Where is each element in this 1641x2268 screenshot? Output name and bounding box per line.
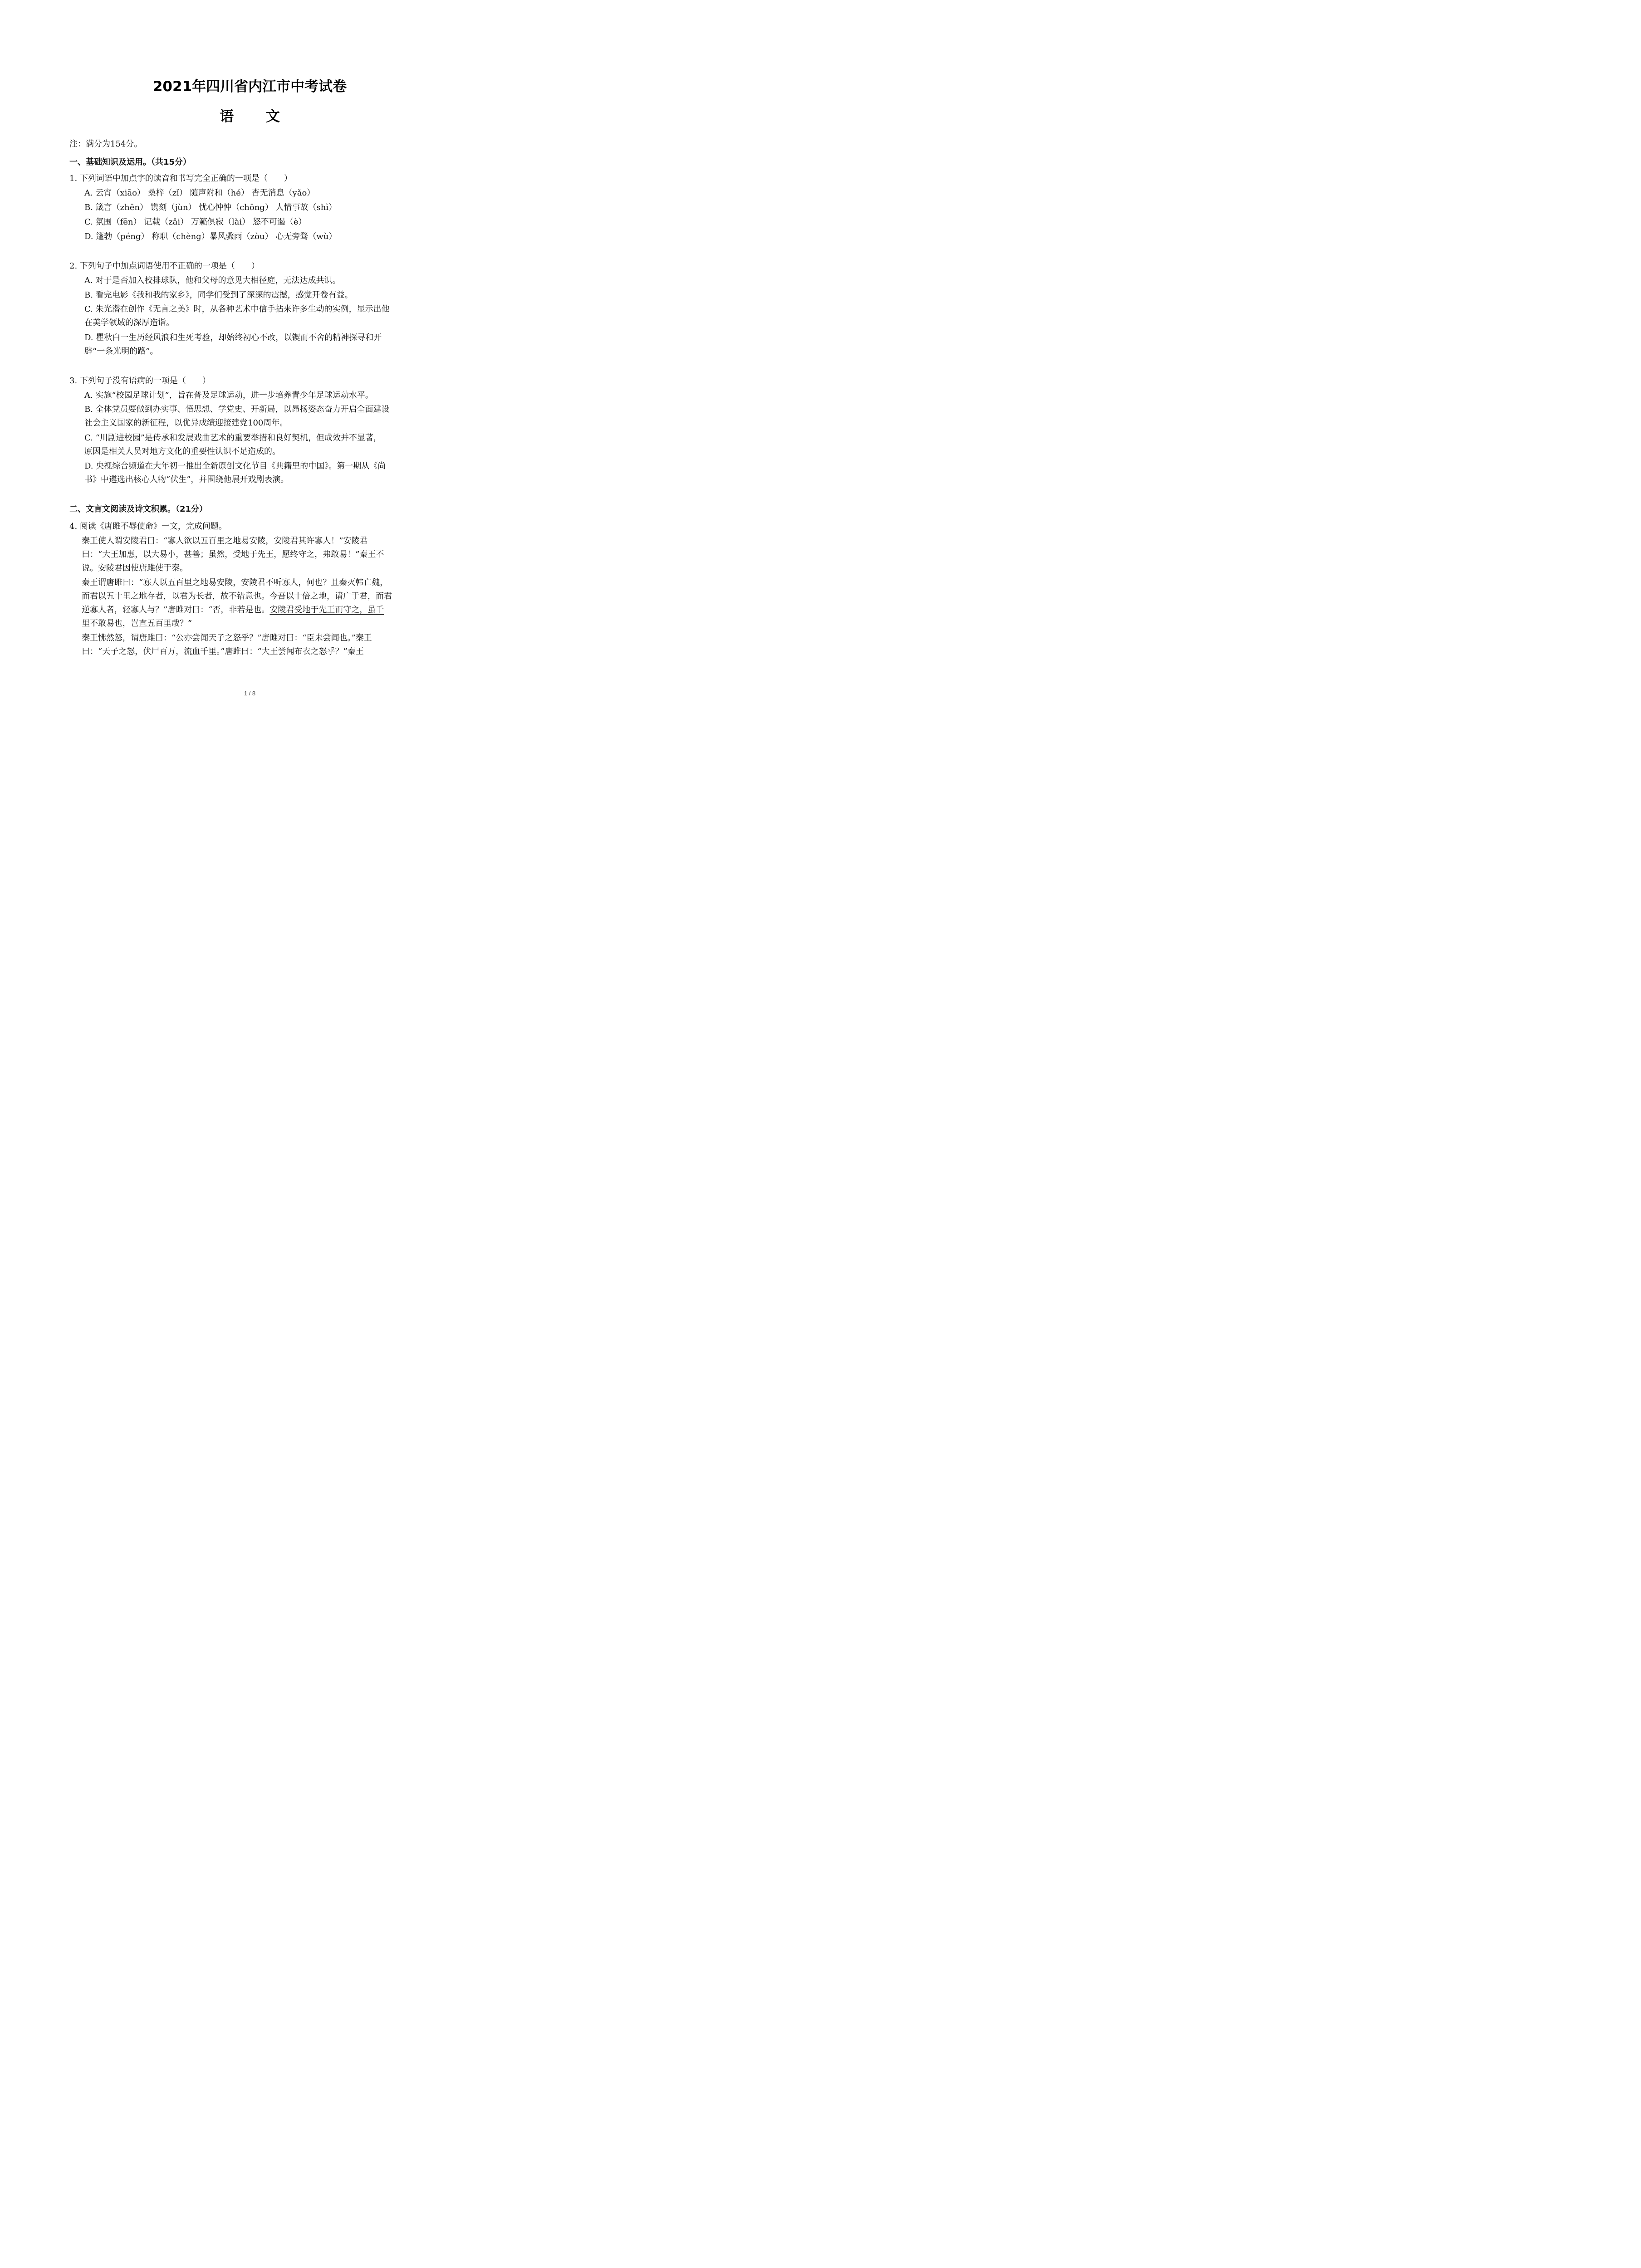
exam-page <box>0 0 500 706</box>
q3-option-c-line1: C. “川剧进校园”是传承和发展戏曲艺术的重要举措和良好契机，但成效并不显著， <box>84 433 382 443</box>
underlined-sentence-part2: 里不敢易也，岂直五百里哉 <box>82 619 180 628</box>
q2-option-a: A. 对于是否加入校排球队，他和父母的意见大相径庭，无法达成共识。 <box>84 276 341 285</box>
score-note: 注：满分为154分。 <box>69 139 142 149</box>
passage-p2-line3 <box>82 604 384 616</box>
q2-option-d-line1: D. 瞿秋白一生历经风浪和生死考验，却始终初心不改，以锲而不舍的精神探寻和开 <box>84 333 382 342</box>
passage-p2-line2: 而君以五十里之地存者，以君为长者，故不错意也。今吾以十倍之地，请广于君，而君 <box>82 591 392 601</box>
passage-p2-line1: 秦王谓唐雎曰：“寡人以五百里之地易安陵，安陵君不听寡人，何也？且秦灭韩亡魏， <box>82 578 388 587</box>
q3-option-d-line2: 书》中遴选出核心人物“伏生”，并围绕他展开戏剧表演。 <box>84 475 289 484</box>
q1-option-d: D. 篷勃（péng） 称职（chèng）暴风骤雨（zòu） 心无旁骛（wù） <box>84 232 337 241</box>
subject-title: 语 文 <box>220 108 294 125</box>
q2-stem: 2. 下列句子中加点词语使用不正确的一项是（ ） <box>69 261 260 271</box>
q3-stem: 3. 下列句子没有语病的一项是（ ） <box>69 376 211 386</box>
q2-option-b: B. 看完电影《我和我的家乡》，同学们受到了深深的震撼，感觉开卷有益。 <box>84 290 353 300</box>
q1-option-a: A. 云宵（xiāo） 桑梓（zǐ） 随声附和（hé） 杳无消息（yǎo） <box>84 188 315 198</box>
q3-option-d-line1: D. 央视综合频道在大年初一推出全新原创文化节目《典籍里的中国》。第一期从《尚 <box>84 461 386 471</box>
passage-p1-line1: 秦王使人谓安陵君曰：“寡人欲以五百里之地易安陵，安陵君其许寡人！”安陵君 <box>82 536 368 546</box>
q1-stem: 1. 下列词语中加点字的读音和书写完全正确的一项是（ ） <box>69 174 292 183</box>
section1-heading: 一、基础知识及运用。（共15分） <box>69 157 191 167</box>
passage-p1-line3: 说。安陵君因使唐雎使于秦。 <box>82 563 188 573</box>
passage-p2-line4 <box>82 618 192 630</box>
passage-p2-line4-text: ？” <box>180 619 192 628</box>
passage-p3-line1: 秦王怫然怒，谓唐雎曰：“公亦尝闻天子之怒乎？”唐雎对曰：“臣未尝闻也。”秦王 <box>82 633 372 643</box>
q3-option-b-line1: B. 全体党员要做到办实事、悟思想、学党史、开新局，以昂扬姿态奋力开启全面建设 <box>84 405 390 414</box>
q3-option-b-line2: 社会主义国家的新征程，以优异成绩迎接建党100周年。 <box>84 418 288 428</box>
q1-option-b: B. 箴言（zhēn） 镌刻（jùn） 忧心忡忡（chōng） 人情事故（shì） <box>84 203 337 212</box>
q2-option-d-line2: 辟“一条光明的路”。 <box>84 347 158 356</box>
q1-option-c: C. 氛围（fēn） 记载（zǎi） 万籁俱寂（lài） 怒不可遏（è） <box>84 217 307 227</box>
q4-stem: 4. 阅读《唐雎不辱使命》一文，完成问题。 <box>69 522 227 531</box>
exam-title: 2021年四川省内江市中考试卷 <box>152 78 347 95</box>
q3-option-a: A. 实施“校园足球计划”，旨在普及足球运动，进一步培养青少年足球运动水平。 <box>84 391 373 400</box>
q3-option-c-line2: 原因是相关人员对地方文化的重要性认识不足造成的。 <box>84 447 280 456</box>
q2-option-c-line2: 在美学领域的深厚造诣。 <box>84 318 174 327</box>
passage-p3-line2: 曰：“天子之怒，伏尸百万，流血千里。”唐雎曰：“大王尝闻布衣之怒乎？”秦王 <box>82 647 364 656</box>
page-number: 1 / 8 <box>244 690 256 697</box>
q2-option-c-line1: C. 朱光潜在创作《无言之美》时，从各种艺术中信手拈来许多生动的实例，显示出他 <box>84 304 390 314</box>
underlined-sentence-part1: 安陵君受地于先王而守之，虽千 <box>269 605 384 615</box>
section2-heading: 二、文言文阅读及诗文积累。（21分） <box>69 504 208 514</box>
passage-p1-line2: 曰：“大王加惠，以大易小，甚善；虽然，受地于先王，愿终守之，弗敢易！”秦王不 <box>82 550 384 559</box>
passage-p2-line3-text: 逆寡人者，轻寡人与？”唐雎对曰：“否，非若是也。 <box>82 605 270 615</box>
